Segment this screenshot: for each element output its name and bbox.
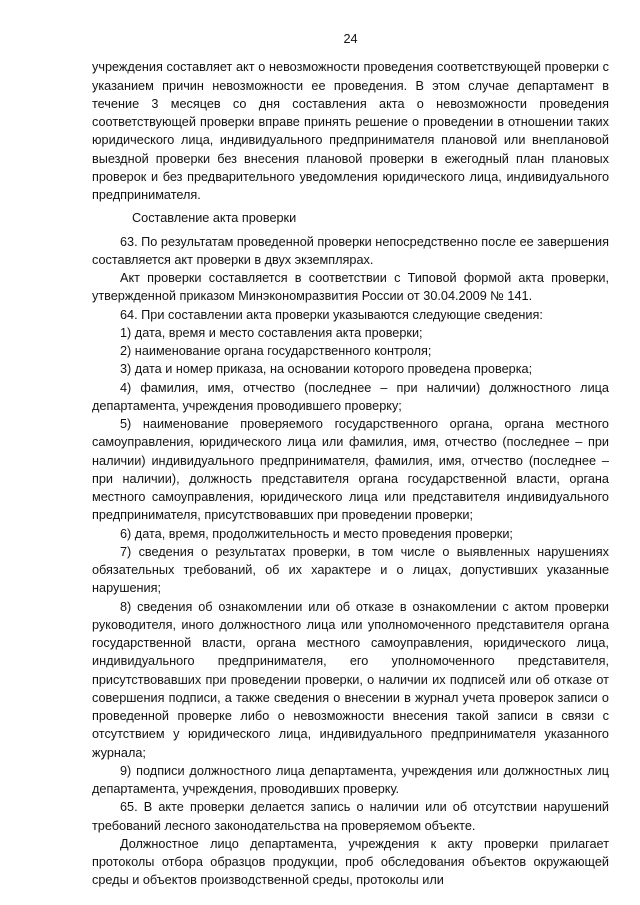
list-item-2: 2) наименование органа государственного контроля; [120,344,432,358]
paragraph-attachments: Должностное лицо департамента, учреждения к акту проверки прилагает протоколы отбора образцов продукции, проб обследования объектов окружающей среды и объектов производственной среды, протоколы или [92,836,609,888]
section-heading: Составление акта проверки [132,211,297,226]
list-item-4: 4) фамилия, имя, отчество (последнее – при наличии) должностного лица департамента, учреждения проводившего проверку; [92,380,609,413]
list-item-6: 6) дата, время, продолжительность и место проведения проверки; [120,526,513,541]
list-item-8: 8) сведения об ознакомлении или об отказе в ознакомлении с актом проверки руководителя, иного должностного лица или уполномоченного представителя органа государственной власти, органа местного самоуправления, юридического лица, индивидуального предпринимателя, его уполномоченного представителя, присутствовавших при проведении проверки, о наличии их подписей или об отказе от совершения подписи, а также сведения о внесении в журнал учета проверок записи о проведенной проверке либо о невозможности внесения такой записи в связи с отсутствием у юридического лица, индивидуального предпринимателя указанного журнала; [92,599,609,760]
list-item-1: 1) дата, время и место составления акта проверки; [120,325,423,340]
paragraph-continuation: учреждения составляет акт о невозможности проведения соответствующей проверки с указанием причин невозможности ее проведения. В этом случае департамент в течение 3 месяцев со дня составления акта о невозможности проведения соответствующей проверки вправе принять решение о проведении в отношении таких юридического лица, индивидуального предпринимателя плановой или внеплановой выездной проверки без внесения плановой проверки в ежегодный план плановых проверок и без предварительного уведомления юридического лица, индивидуального предпринимателя. [92,60,609,202]
list-item-3: 3) дата и номер приказа, на основании которого проведена проверка; [120,362,533,377]
list-item-5: 5) наименование проверяемого государственного органа, органа местного самоуправления, юридического лица или фамилия, имя, отчество (последнее – при наличии) индивидуального предпринимателя, фамилия, имя, отчество (последнее – при наличии), должность представителя органа государственной власти, органа местного самоуправления, юридического лица или представителя индивидуального предпринимателя, присутствовавших при проведении проверки; [92,417,609,523]
paragraph-63: 63. По результатам проведенной проверки непосредственно после ее завершения составляется акт проверки в двух экземплярах. [92,234,609,267]
paragraph-64: 64. При составлении акта проверки указываются следующие сведения: [120,307,543,322]
paragraph-65: 65. В акте проверки делается запись о наличии или об отсутствии нарушений требований лесного законодательства на проверяемом объекте. [92,800,609,833]
page-number: 24 [343,32,358,46]
document-page [92,30,609,890]
list-item-7: 7) сведения о результатах проверки, в том числе о выявленных нарушениях обязательных требований, об их характере и о лицах, допустивших указанные нарушения; [92,544,609,596]
list-item-9: 9) подписи должностного лица департамента, учреждения или должностных лиц департамента, учреждения, проводивших проверку. [92,763,609,796]
paragraph-act-form: Акт проверки составляется в соответствии с Типовой формой акта проверки, утвержденной приказом Минэкономразвития России от 30.04.2009 № 141. [92,271,609,304]
